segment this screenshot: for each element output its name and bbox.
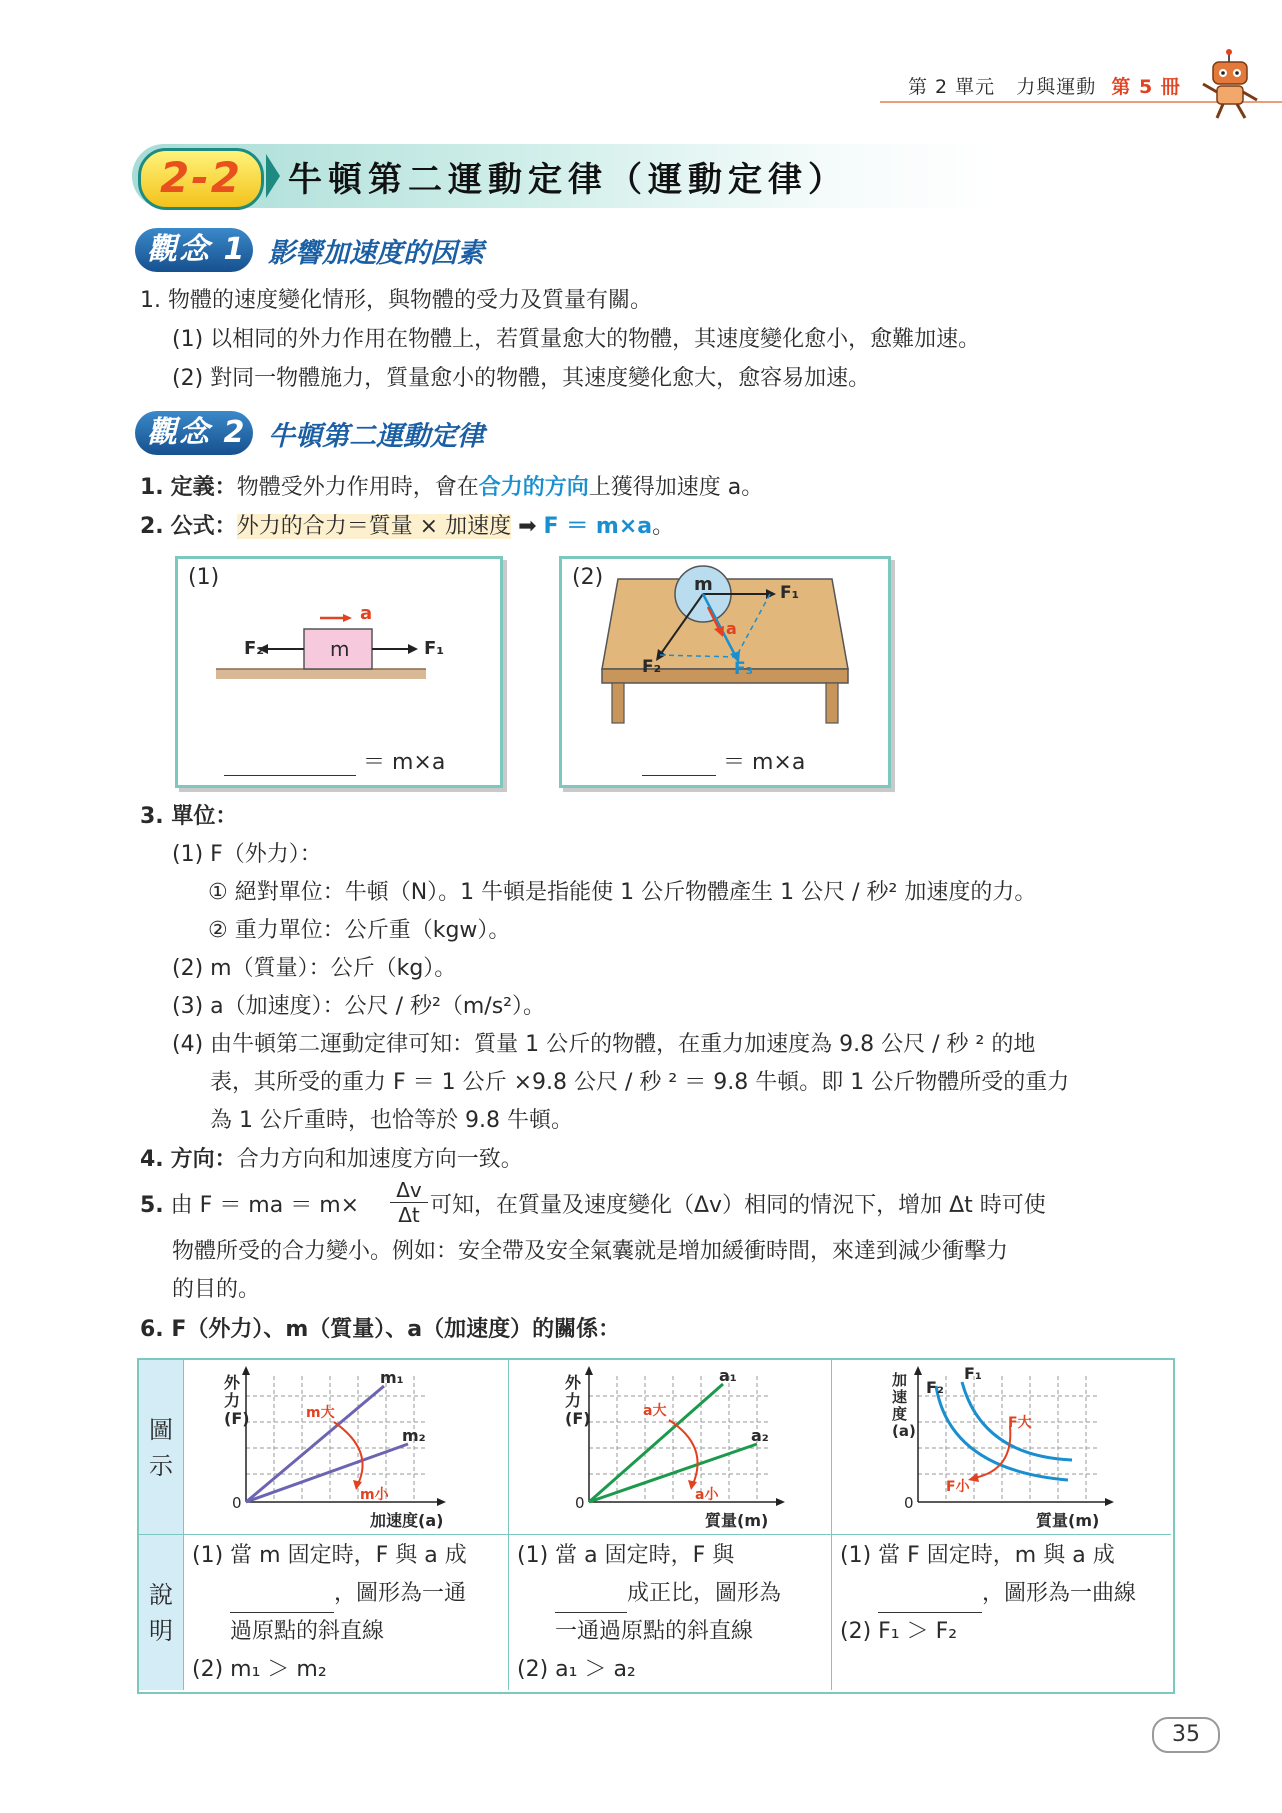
header-book: 第 5 冊: [1111, 76, 1181, 98]
graph-2-line1: a₁: [719, 1366, 737, 1385]
graph-3-origin: 0: [904, 1494, 914, 1512]
concept2-title: 牛頓第二運動定律: [268, 421, 484, 452]
formula-end: 。: [652, 514, 675, 539]
definition-highlight: 合力的方向: [478, 475, 589, 500]
graph-1-xlabel: 加速度(a): [370, 1511, 444, 1530]
graph-3-line2: F₂: [926, 1378, 944, 1397]
diagram-1-equation: ＝ m×a: [363, 750, 446, 775]
diagram-1-blank[interactable]: [224, 753, 356, 776]
units-f-heading: (1) F（外力）：: [172, 842, 322, 867]
concept1-item-1: 1. 物體的速度變化情形，與物體的受力及質量有關。: [140, 288, 652, 313]
graph-1-line2: m₂: [402, 1426, 426, 1445]
graph-2-small: a小: [695, 1487, 719, 1503]
graph-3-cell: [832, 1360, 1171, 1535]
header-unit: 第 2 單元: [908, 76, 996, 98]
graph-2-cell: [509, 1360, 832, 1535]
diagram-1-f2: F₂: [244, 638, 265, 659]
definition-text-b: 上獲得加速度 a。: [588, 475, 764, 500]
definition-label: 定義：: [170, 475, 237, 500]
diagram-2-figure: [562, 559, 888, 739]
formula-text: 外力的合力＝質量 × 加速度: [236, 514, 512, 539]
graph-2-line2: a₂: [751, 1426, 769, 1445]
impulse-line-3: 的目的。: [172, 1277, 261, 1302]
fraction-denominator: Δt: [390, 1202, 428, 1227]
graph-2-origin: 0: [575, 1494, 585, 1512]
desc-2-line-1: (1) 當 a 固定時，F 與: [517, 1543, 735, 1568]
desc-2-blank[interactable]: [555, 1588, 627, 1613]
definition-text-a: 物體受外力作用時，會在: [236, 475, 479, 500]
graph-3-ylabel: 加速度(a): [892, 1371, 916, 1440]
formula-equation: F ＝ m×a: [543, 514, 653, 539]
desc-3-line-1: (1) 當 F 固定時，m 與 a 成: [840, 1543, 1115, 1568]
diagram-2-label: (2): [572, 565, 604, 590]
diagram-1-box: [175, 556, 503, 788]
section-number: 2-2: [138, 148, 264, 210]
graph-3-xlabel: 質量(m): [1036, 1511, 1100, 1530]
direction-label: 方向：: [170, 1147, 237, 1172]
graph-1-cell: [184, 1360, 509, 1535]
diagram-1-accel: a: [360, 603, 373, 624]
diagram-2-f3: F₃: [734, 659, 754, 679]
units-accel: (3) a（加速度）：公尺 / 秒²（m/s²）。: [172, 994, 545, 1019]
diagram-1-mass: m: [330, 637, 350, 661]
desc-2-cell: [509, 1535, 832, 1690]
graph-1-small: m小: [360, 1487, 389, 1503]
graph-1-line1: m₁: [380, 1368, 404, 1387]
diagram-2-equation: ＝ m×a: [723, 750, 806, 775]
impulse-text-a: 由 F ＝ ma ＝ m×: [170, 1193, 360, 1218]
impulse-line-2: 物體所受的合力變小。例如：安全帶及安全氣囊就是增加緩衝時間，來達到減少衝擊力: [172, 1239, 1009, 1264]
impulse-text-b: 可知，在質量及速度變化（Δv）相同的情況下，增加 Δt 時可使: [430, 1193, 1046, 1218]
diagram-2-equation-row: [642, 745, 805, 776]
concept1-title: 影響加速度的因素: [268, 238, 484, 269]
diagram-2-blank[interactable]: [642, 753, 716, 776]
desc-3-blank[interactable]: [878, 1588, 982, 1613]
graph-2-big: a大: [643, 1403, 667, 1419]
desc-1-line-3: 過原點的斜直線: [230, 1619, 385, 1644]
header-text: [908, 72, 1181, 99]
formula-num: 2.: [140, 514, 164, 539]
impulse-fraction: [390, 1178, 428, 1227]
diagram-1-equation-row: [224, 745, 445, 776]
graph-3-small: F小: [946, 1479, 970, 1495]
impulse-line-1: [140, 1191, 359, 1221]
graph-2-ylabel: 外力(F): [565, 1373, 591, 1428]
units-heading: 3. 單位：: [140, 804, 238, 829]
definition-line: [140, 473, 763, 503]
graph-3: [832, 1360, 1171, 1534]
graph-1-big: m大: [306, 1405, 335, 1421]
concept2-badge: 觀念 2: [135, 411, 253, 455]
graph-2-xlabel: 質量(m): [705, 1511, 769, 1530]
formula-label: 公式：: [170, 514, 237, 539]
desc-1-line-2: ，圖形為一通: [184, 1575, 508, 1613]
page-number: 35: [1152, 1717, 1220, 1753]
arrow-right-icon: ➡: [518, 514, 537, 539]
relation-heading: 6. F（外力）、m（質量）、a（加速度）的關係：: [140, 1317, 621, 1342]
units-mass: (2) m（質量）：公斤（kg）。: [172, 956, 457, 981]
units-gravitational: ② 重力單位：公斤重（kgw）。: [208, 918, 511, 943]
desc-3-line-3: (2) F₁ ＞ F₂: [840, 1619, 958, 1644]
desc-3-line-2: ，圖形為一曲線: [832, 1575, 1171, 1613]
formula-line: [140, 512, 674, 542]
graph-2: [509, 1360, 831, 1534]
diagram-1-f1: F₁: [424, 638, 445, 659]
graph-1-origin: 0: [232, 1494, 242, 1512]
graph-1-ylabel: 外力(F): [224, 1373, 250, 1428]
desc-3-cell: [832, 1535, 1171, 1690]
units-note-3: 為 1 公斤重時，也恰等於 9.8 牛頓。: [210, 1108, 573, 1133]
units-note-1: (4) 由牛頓第二運動定律可知：質量 1 公斤的物體，在重力加速度為 9.8 公尺 / 秒 ² 的地: [172, 1032, 1036, 1057]
diagram-2-mass: m: [694, 574, 713, 595]
section-title: 牛頓第二運動定律（運動定律）: [288, 160, 848, 200]
direction-num: 4.: [140, 1147, 164, 1172]
desc-2-line-4: (2) a₁ ＞ a₂: [517, 1657, 636, 1682]
definition-num: 1.: [140, 475, 164, 500]
desc-1-cell: [184, 1535, 509, 1690]
diagram-2-f2: F₂: [642, 657, 662, 677]
concept1-item-3: (2) 對同一物體施力，質量愈小的物體，其速度變化愈大，愈容易加速。: [172, 366, 871, 391]
units-note-2: 表，其所受的重力 F ＝ 1 公斤 ×9.8 公尺 / 秒 ² ＝ 9.8 牛頓。即 1 公斤物體所受的重力: [210, 1070, 1070, 1095]
diagram-2-accel: a: [726, 619, 737, 638]
fraction-numerator: Δv: [396, 1178, 422, 1202]
direction-line: [140, 1145, 523, 1175]
relation-table: [137, 1358, 1175, 1694]
graph-3-line1: F₁: [964, 1364, 982, 1383]
units-absolute: ① 絕對單位：牛頓（N）。1 牛頓是指能使 1 公斤物體產生 1 公尺 / 秒² 加速度的力。: [208, 880, 1037, 905]
diagram-2-f1: F₁: [780, 583, 800, 603]
graph-3-big: F大: [1008, 1415, 1032, 1431]
header-topic: 力與運動: [1016, 76, 1097, 98]
chevron-right-icon: [266, 154, 280, 198]
diagram-2-box: [559, 556, 891, 788]
concept1-item-2: (1) 以相同的外力作用在物體上，若質量愈大的物體，其速度變化愈小，愈難加速。: [172, 327, 981, 352]
desc-2-line-3: 一通過原點的斜直線: [555, 1619, 754, 1644]
impulse-num: 5.: [140, 1193, 164, 1218]
concept1-badge: 觀念 1: [135, 228, 253, 272]
direction-text: 合力方向和加速度方向一致。: [236, 1147, 523, 1172]
desc-2-line-2: 成正比，圖形為: [509, 1575, 831, 1613]
table-row-header-figure: 圖示: [139, 1360, 184, 1535]
table-row-header-desc: 說明: [139, 1535, 184, 1690]
desc-1-line-1: (1) 當 m 固定時，F 與 a 成: [192, 1543, 467, 1568]
desc-1-blank[interactable]: [230, 1588, 334, 1613]
desc-1-line-4: (2) m₁ ＞ m₂: [192, 1657, 327, 1682]
robot-mascot-icon: [1195, 48, 1265, 120]
diagram-1-label: (1): [188, 565, 220, 590]
